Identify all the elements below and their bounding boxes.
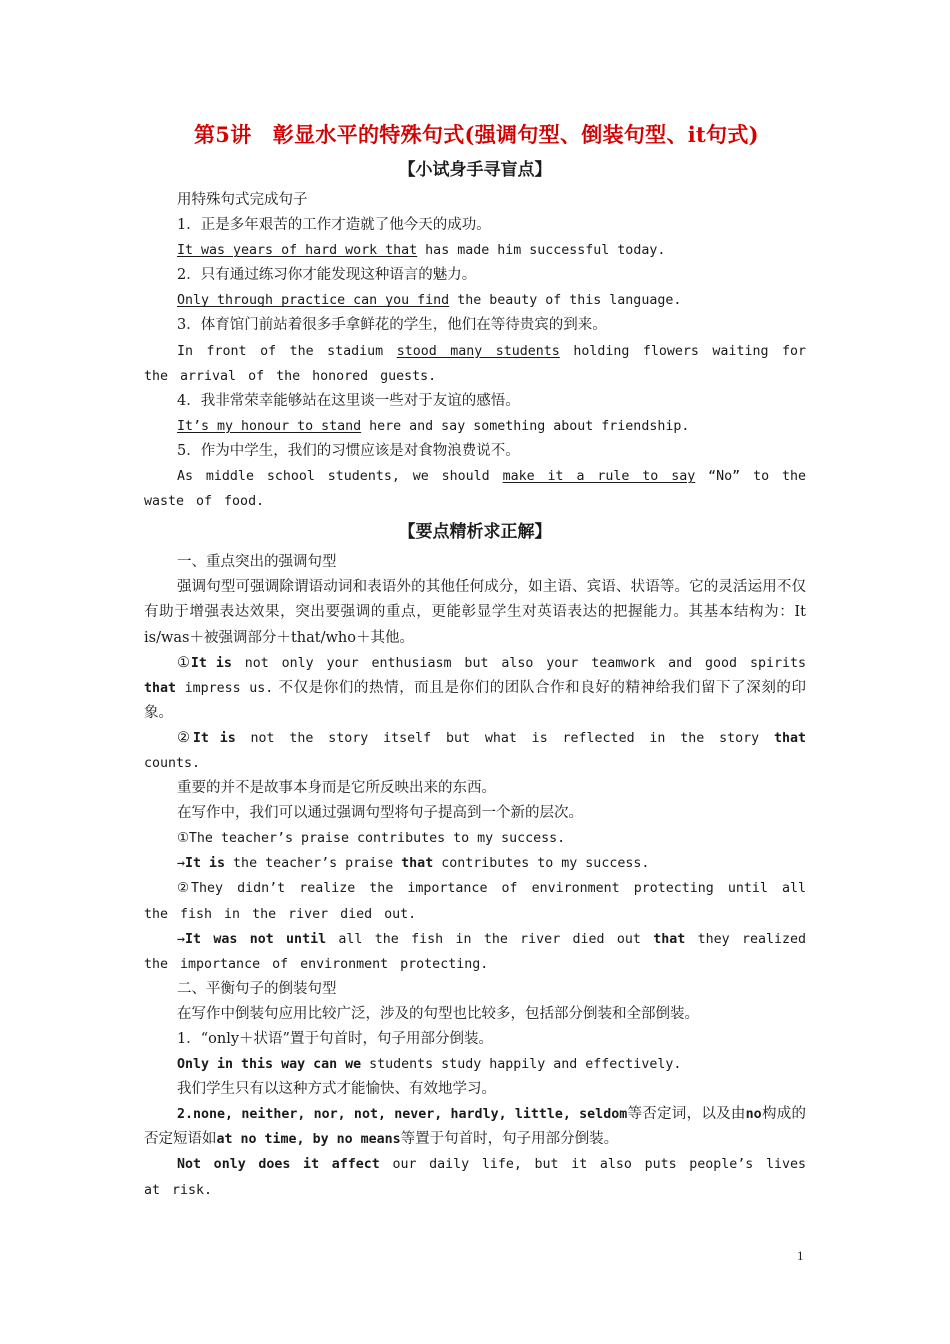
item-1-cn: 1．正是多年艰苦的工作才造就了他今天的成功。 [177, 217, 491, 234]
writing-example-1: ①The teacher’s praise contributes to my success. [177, 831, 566, 847]
item-4-en: It’s my honour to stand here and say something about friendship. [177, 418, 690, 434]
item-2-en: Only through practice can you find the beauty of this language. [177, 293, 682, 309]
instruction: 用特殊句式完成句子 [177, 192, 308, 208]
part2-title: 二、平衡句子的倒装句型 [177, 980, 337, 997]
rule-2-example: Not only does it affect our daily life, but it also puts people’s lives at risk. [144, 1157, 807, 1198]
rule-1-example-cn: 我们学生只有以这种方式才能愉快、有效地学习。 [177, 1081, 496, 1098]
example-1: ①It is not only your enthusiasm but also your teamwork and good spirits that impress us. 不仅是你们的热情，而且是你们的团队合作和良好的精神给我们留下了深刻的印象。 [144, 654, 807, 721]
writing-example-2-rewrite: →It was not until all the fish in the river died out that they realized the importance of environment protecting. [144, 931, 806, 972]
item-4-answer: It’s my honour to stand [177, 418, 362, 434]
item-1-answer: It was years of hard work that [177, 243, 418, 259]
item-3-en: In front of the stadium stood many students holding flowers waiting for the arrival of the honored guests. [144, 343, 806, 384]
item-5-cn: 5．作为中学生，我们的习惯应该是对食物浪费说不。 [177, 442, 520, 459]
example-2: ②It is not the story itself but what is reflected in the story that counts. [144, 729, 807, 771]
part2-intro: 在写作中倒装句应用比较广泛，涉及的句型也比较多，包括部分倒装和全部倒装。 [177, 1005, 699, 1022]
page-title: 第5讲 彰显水平的特殊句式(强调句型、倒装句型、it句式) [194, 122, 759, 147]
rule-1-example: Only in this way can we students study happily and effectively. [177, 1057, 682, 1073]
item-3-answer: stood many students [396, 343, 560, 359]
writing-note: 在写作中，我们可以通过强调句型将句子提高到一个新的层次。 [177, 805, 583, 822]
part1-title: 一、重点突出的强调句型 [177, 554, 337, 571]
item-5-answer: make it a rule to say [502, 469, 696, 485]
rule-2: 2.none, neither, nor, not, never, hardly, little, seldom等否定词，以及由no构成的否定短语如at no time, by no means等置于句首时，句子用部分倒装。 [144, 1106, 807, 1148]
section-heading-analysis: 【要点精析求正解】 [398, 522, 552, 543]
item-2-cn: 2．只有通过练习你才能发现这种语言的魅力。 [177, 267, 477, 284]
item-5-en: As middle school students, we should make it a rule to say “No” to the waste of food. [144, 469, 806, 510]
item-4-cn: 4．我非常荣幸能够站在这里谈一些对于友谊的感悟。 [177, 392, 520, 409]
writing-example-1-rewrite: →It is the teacher’s praise that contributes to my success. [177, 856, 650, 872]
section-heading-practice: 【小试身手寻盲点】 [398, 160, 552, 180]
item-3-cn: 3．体育馆门前站着很多手拿鲜花的学生，他们在等待贵宾的到来。 [177, 317, 607, 334]
document-page [144, 118, 806, 1203]
part1-intro: 强调句型可强调除谓语动词和表语外的其他任何成分，如主语、宾语、状语等。它的灵活运用不仅有助于增强表达效果，突出要强调的重点，更能彰显学生对英语表达的把握能力。其基本结构为：It is/was＋被强调部分＋that/who＋其他。 [144, 579, 806, 646]
rule-1: 1．“only＋状语”置于句首时，句子用部分倒装。 [177, 1031, 493, 1047]
item-1-en: It was years of hard work that has made him successful today. [177, 243, 666, 259]
page-number: 1 [797, 1248, 804, 1263]
writing-example-2: ②They didn’t realize the importance of environment protecting until all the fish in the river died out. [144, 881, 806, 922]
item-2-answer: Only through practice can you find [177, 293, 450, 309]
example-2-cn: 重要的并不是故事本身而是它所反映出来的东西。 [177, 780, 496, 797]
